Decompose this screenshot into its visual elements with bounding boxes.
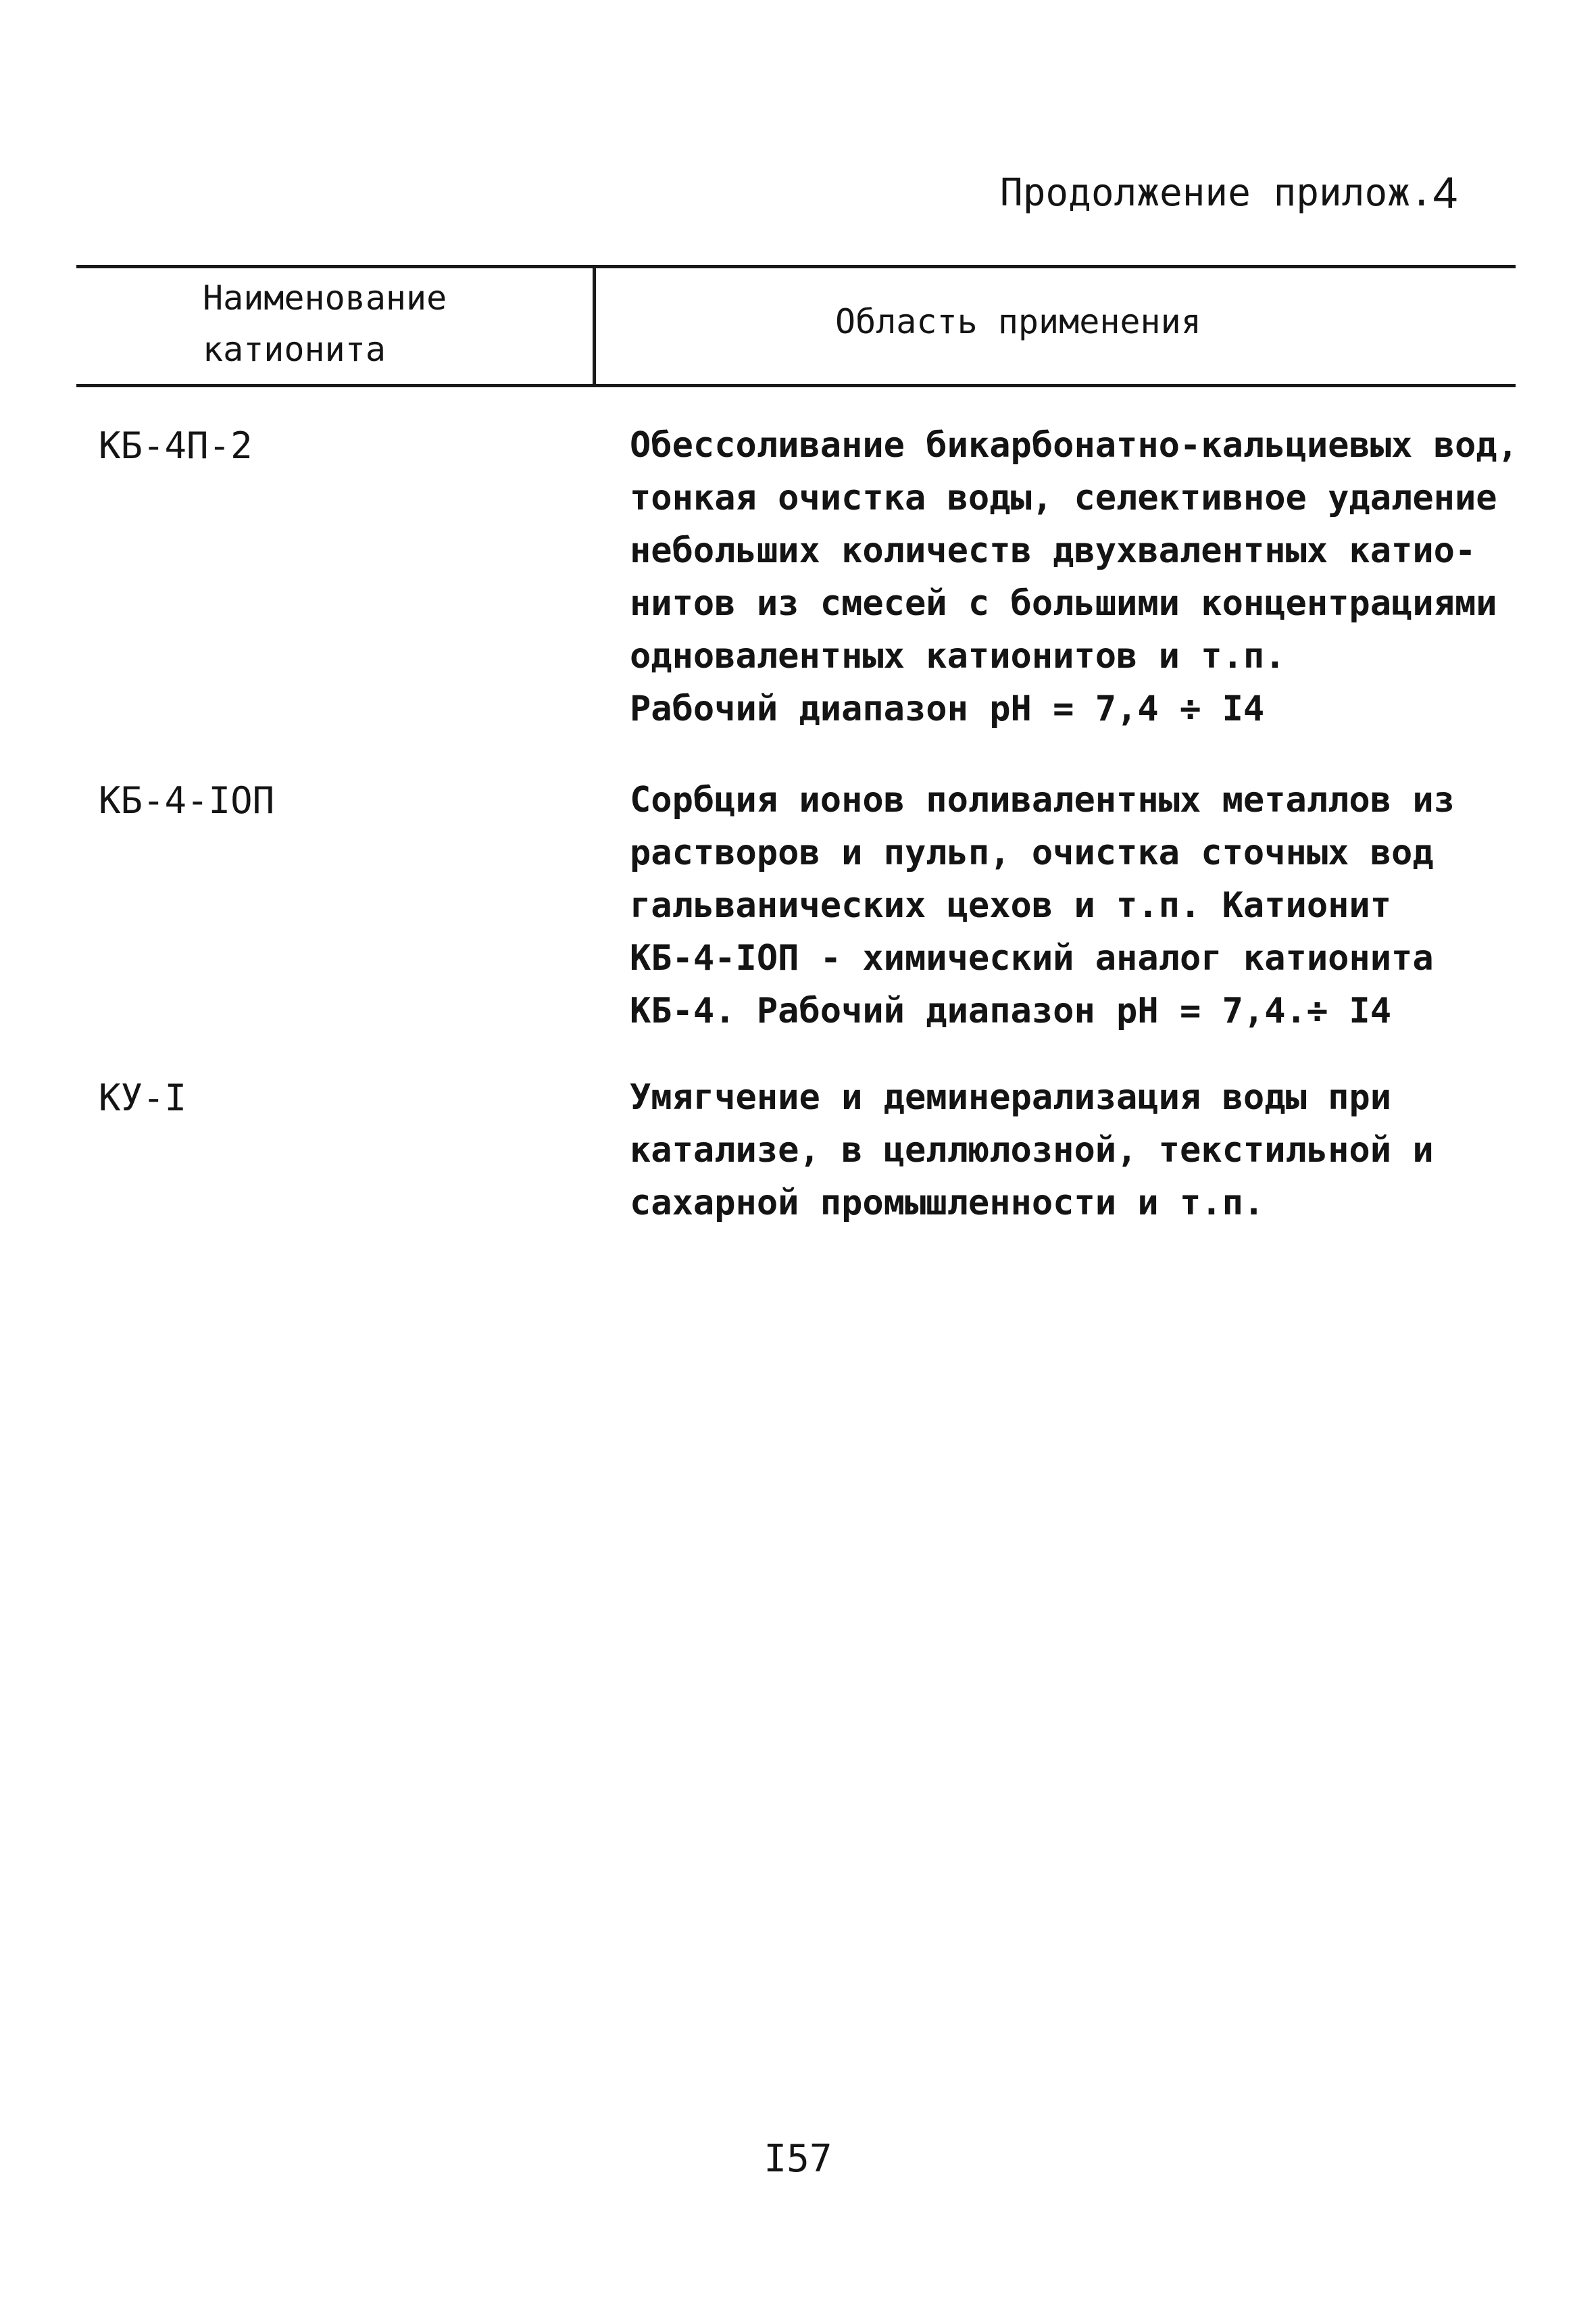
description-line: сахарной промышленности и т.п. [630, 1183, 1265, 1223]
column-header-cation-name [203, 272, 447, 375]
appendix-continuation-label [1000, 166, 1457, 220]
description-line: Рабочий диапазон рН = 7,4 ÷ I4 [630, 689, 1265, 729]
description-line: КБ-4-IОП - химический аналог катионита [630, 938, 1434, 979]
application-text-kb-4p-2 [630, 419, 1518, 735]
description-line: Сорбция ионов поливалентных металлов из [630, 780, 1455, 820]
table-header-column-divider [593, 265, 596, 387]
cation-name-kb-4p-2: КБ-4П-2 [99, 424, 253, 467]
description-line: катализе, в целлюлозной, текстильной и [630, 1130, 1434, 1171]
column-header-application: Область применения [835, 302, 1201, 341]
column-header-name-line1: Наименование [203, 278, 447, 318]
appendix-number: 4 [1432, 168, 1458, 218]
application-text-kb-4-10p [630, 774, 1501, 1037]
description-line: одновалентных катионитов и т.п. [630, 636, 1286, 676]
continuation-text: Продолжение прилож. [1000, 171, 1433, 215]
description-line: нитов из смесей с большими концентрациями [630, 583, 1497, 624]
description-line: КБ-4. Рабочий диапазон рН = 7,4.÷ I4 [630, 991, 1392, 1031]
description-line: тонкая очистка воды, селективное удаление [630, 478, 1497, 518]
column-header-name-line2: катионита [203, 330, 386, 369]
cation-name-ku-1: КУ-I [99, 1077, 187, 1119]
description-line: гальванических цехов и т.п. Катионит [630, 885, 1392, 926]
page-number: I57 [764, 2137, 832, 2181]
cation-name-kb-4-10p: КБ-4-IОП [99, 779, 275, 822]
description-line: Умягчение и деминерализация воды при [630, 1077, 1392, 1118]
description-line: Обессоливание бикарбонатно-кальциевых вод, [630, 425, 1518, 466]
table-header-bottom-rule [76, 384, 1516, 387]
table-top-rule [76, 265, 1516, 268]
description-line: небольших количеств двухвалентных катио- [630, 531, 1476, 571]
description-line: растворов и пульп, очистка сточных вод [630, 833, 1434, 873]
application-text-ku-1 [630, 1071, 1501, 1229]
